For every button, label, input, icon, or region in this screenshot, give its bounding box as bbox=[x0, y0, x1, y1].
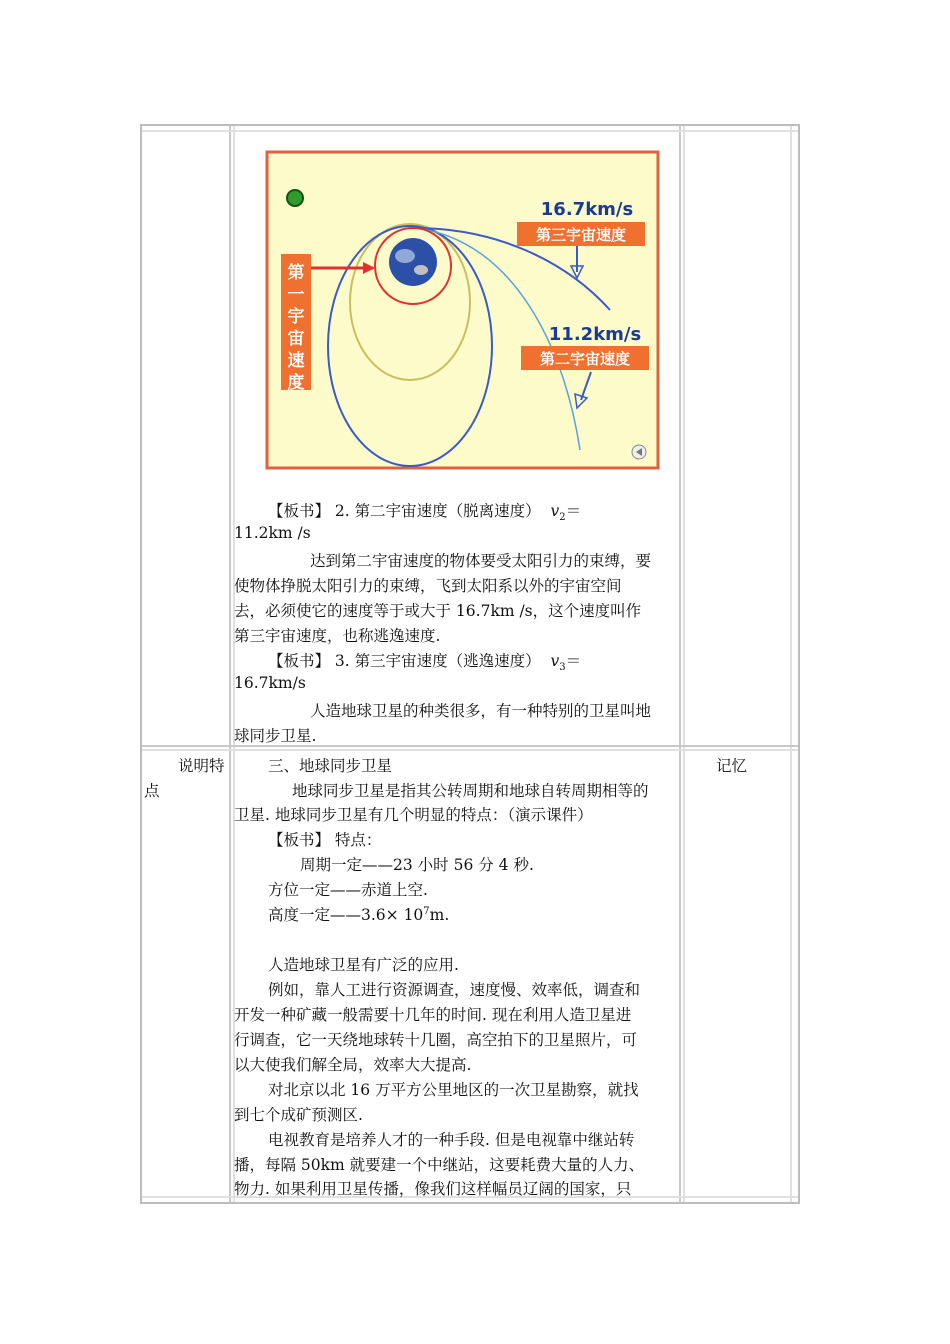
text-line: 电视教育是培养人才的一种手段. 但是电视靠中继站转 bbox=[268, 1131, 635, 1149]
column-divider bbox=[679, 126, 681, 1202]
first-velocity-char: 速 bbox=[287, 351, 305, 371]
text-line: 达到第二宇宙速度的物体要受太阳引力的束缚，要 bbox=[310, 552, 652, 570]
first-velocity-char: 宙 bbox=[287, 329, 305, 349]
text-line: 16.7km/s bbox=[234, 674, 306, 692]
text-line: 卫星. 地球同步卫星有几个明显的特点：（演示课件） bbox=[234, 806, 593, 824]
text-line: 人造地球卫星有广泛的应用. bbox=[268, 956, 459, 974]
text-line: 物力. 如果利用卫星传播，像我们这样幅员辽阔的国家，只 bbox=[234, 1180, 632, 1198]
text-line: 播，每隔 50km 就要建一个中继站，这要耗费大量的人力、 bbox=[234, 1156, 645, 1174]
second-velocity-value: 11.2km/s bbox=[548, 324, 642, 345]
text-line: 人造地球卫星的种类很多，有一种特别的卫星叫地 bbox=[310, 702, 652, 720]
first-velocity-char: 一 bbox=[287, 285, 305, 305]
text-line: 【板书】 特点： bbox=[268, 831, 382, 849]
text-line: 第三宇宙速度，也称逃逸速度. bbox=[234, 627, 441, 645]
section-heading: 三、地球同步卫星 bbox=[268, 757, 393, 775]
first-velocity-char: 宇 bbox=[287, 307, 305, 327]
text-line: 11.2km /s bbox=[234, 524, 311, 542]
text-line: 对北京以北 16 万平方公里地区的一次卫星勘察，就找 bbox=[268, 1081, 639, 1099]
earth-icon bbox=[389, 238, 437, 286]
text-line: 到七个成矿预测区. bbox=[234, 1106, 363, 1124]
text-line: 例如，靠人工进行资源调查，速度慢、效率低，调查和 bbox=[268, 981, 641, 999]
second-velocity-label: 第二宇宙速度 bbox=[539, 350, 631, 368]
first-velocity-char: 度 bbox=[287, 373, 305, 393]
board-note-third-velocity: 【板书】 3. 第三宇宙速度（逃逸速度） $v_3=$ bbox=[268, 652, 582, 673]
text-line: 以大使我们解全局，效率大大提高. bbox=[234, 1056, 472, 1074]
column-divider bbox=[683, 126, 685, 1202]
text-line: 去，必须使它的速度等于或大于 16.7km /s，这个速度叫作 bbox=[234, 602, 642, 620]
row-label-left: 点 bbox=[144, 782, 160, 800]
board-note-second-velocity: 【板书】 2. 第二宇宙速度（脱离速度） $v_2=$ bbox=[268, 502, 582, 523]
text-line: 方位一定——赤道上空. bbox=[268, 881, 428, 899]
row-divider bbox=[142, 130, 798, 132]
row-label-left: 说明特 bbox=[178, 757, 225, 775]
first-velocity-char: 第 bbox=[287, 263, 305, 283]
cosmic-velocity-diagram bbox=[265, 150, 660, 470]
row-label-right: 记忆 bbox=[716, 757, 748, 775]
third-velocity-value: 16.7km/s bbox=[540, 199, 634, 220]
text-line: 周期一定——23 小时 56 分 4 秒. bbox=[300, 856, 534, 874]
third-velocity-label: 第三宇宙速度 bbox=[535, 226, 627, 244]
text-line: 球同步卫星. bbox=[234, 727, 317, 745]
row-divider bbox=[142, 749, 798, 751]
column-divider bbox=[790, 126, 792, 1202]
green-button-icon bbox=[287, 190, 303, 206]
text-line: 使物体挣脱太阳引力的束缚，飞到太阳系以外的宇宙空间 bbox=[234, 577, 622, 595]
text-line: 开发一种矿藏一般需要十几年的时间. 现在利用人造卫星进 bbox=[234, 1006, 632, 1024]
text-line: 地球同步卫星是指其公转周期和地球自转周期相等的 bbox=[292, 782, 649, 800]
column-divider bbox=[229, 126, 231, 1202]
text-line: 高度一定——3.6× $10^7m$. bbox=[268, 906, 450, 924]
text-line: 行调查，它一天绕地球转十几圈，高空拍下的卫星照片，可 bbox=[234, 1031, 638, 1049]
